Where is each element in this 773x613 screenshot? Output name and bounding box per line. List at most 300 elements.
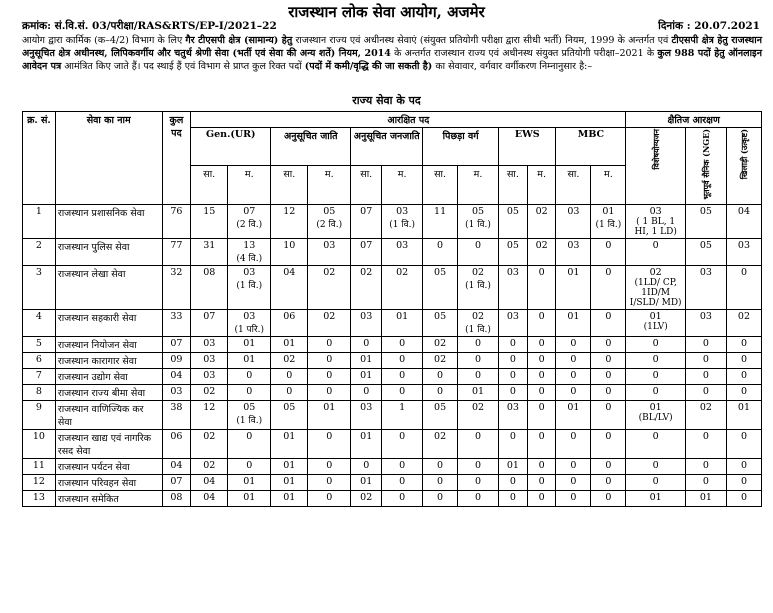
row-cell	[228, 265, 271, 309]
cell-value: 01	[283, 491, 296, 503]
row-horizontal-cell	[726, 458, 761, 474]
cell-value: 0	[437, 385, 444, 397]
cell-value: 0	[475, 475, 482, 487]
cell-value: 02	[737, 310, 751, 322]
row-cell	[228, 238, 271, 265]
col-sno-header: क्र. सं.	[23, 112, 56, 205]
row-total: 04	[162, 368, 191, 384]
row-cell	[458, 238, 499, 265]
cell-value: 12	[283, 205, 296, 217]
cell-value: 0	[286, 369, 293, 381]
row-horizontal-cell	[726, 474, 761, 490]
row-cell	[458, 384, 499, 400]
row-cell	[423, 336, 458, 352]
cell-value: 0	[509, 337, 516, 349]
horizontal-col-label: खिलाड़ी (उत्कृष्ट)	[739, 129, 750, 180]
cell-value: 0	[246, 369, 253, 381]
row-cell	[591, 238, 626, 265]
cell-value: 0	[702, 337, 709, 349]
cell-value: 01	[649, 310, 662, 322]
row-cell	[556, 309, 591, 336]
horizontal-col-header	[685, 128, 726, 205]
row-service-name: राजस्थान राज्य बीमा सेवा	[55, 384, 162, 400]
row-cell	[458, 458, 499, 474]
intro-paragraph	[22, 34, 762, 73]
cell-value: 01	[283, 475, 296, 487]
cell-value: 0	[399, 385, 406, 397]
row-cell	[527, 368, 556, 384]
cell-note: (4 वि.)	[236, 253, 263, 264]
cell-value: 0	[286, 385, 293, 397]
cell-value: 0	[702, 385, 709, 397]
cell-note: (1 वि.)	[236, 280, 263, 291]
row-cell	[351, 336, 382, 352]
cell-value: 05	[434, 310, 447, 322]
row-cell	[527, 336, 556, 352]
cell-value: 0	[326, 337, 333, 349]
cell-value: 0	[538, 310, 545, 322]
row-cell	[556, 474, 591, 490]
cell-value: 0	[538, 401, 545, 413]
row-cell	[591, 490, 626, 506]
cell-value: 0	[702, 459, 709, 471]
sub-header-general: सा.	[556, 166, 591, 204]
cell-value: 0	[363, 337, 370, 349]
row-horizontal-cell	[726, 352, 761, 368]
row-horizontal-cell	[626, 238, 686, 265]
cell-value: 0	[605, 430, 612, 442]
row-horizontal-cell	[626, 265, 686, 309]
row-cell	[228, 352, 271, 368]
row-horizontal-cell	[685, 474, 726, 490]
row-cell	[423, 429, 458, 458]
cell-value: 0	[326, 459, 333, 471]
row-cell	[556, 458, 591, 474]
cell-value: 0	[363, 459, 370, 471]
cell-value: 0	[509, 353, 516, 365]
cell-value: 0	[538, 337, 545, 349]
cell-value: 02	[323, 310, 336, 322]
row-cell	[351, 400, 382, 429]
cell-value: 03	[203, 337, 216, 349]
cell-value: 0	[570, 475, 577, 487]
row-horizontal-cell	[726, 400, 761, 429]
row-total: 38	[162, 400, 191, 429]
row-total: 76	[162, 204, 191, 238]
category-header: MBC	[556, 128, 626, 166]
row-cell	[228, 429, 271, 458]
row-cell	[382, 368, 423, 384]
cell-value: 04	[283, 266, 296, 278]
cell-note: (1 वि.)	[465, 324, 491, 335]
cell-value: 01	[602, 205, 615, 217]
cell-value: 0	[475, 491, 482, 503]
cell-value: 0	[652, 337, 659, 349]
cell-value: 0	[475, 353, 482, 365]
row-cell	[271, 265, 308, 309]
row-cell	[499, 336, 528, 352]
row-service-name: राजस्थान नियोजन सेवा	[55, 336, 162, 352]
cell-value: 0	[570, 491, 577, 503]
cell-value: 02	[360, 491, 373, 503]
cell-value: 0	[702, 369, 709, 381]
horizontal-col-header	[726, 128, 761, 205]
row-cell	[527, 474, 556, 490]
horizontal-header: क्षैतिज आरक्षण	[626, 112, 762, 128]
cell-value: 0	[570, 459, 577, 471]
reserved-header: आरक्षित पद	[191, 112, 626, 128]
row-service-name: राजस्थान लेखा सेवा	[55, 265, 162, 309]
row-cell	[591, 265, 626, 309]
row-cell	[556, 336, 591, 352]
cell-value: 0	[538, 369, 545, 381]
row-cell	[591, 368, 626, 384]
cell-value: 12	[203, 401, 216, 413]
cell-value: 0	[326, 353, 333, 365]
row-cell	[458, 204, 499, 238]
cell-value: 0	[399, 430, 406, 442]
row-cell	[591, 474, 626, 490]
row-cell	[458, 474, 499, 490]
row-total: 33	[162, 309, 191, 336]
row-cell	[527, 429, 556, 458]
row-total: 07	[162, 474, 191, 490]
cell-value: 0	[437, 491, 444, 503]
row-horizontal-cell	[685, 265, 726, 309]
cell-value: 0	[570, 337, 577, 349]
table-row	[23, 309, 762, 336]
row-cell	[591, 352, 626, 368]
cell-value: 05	[699, 239, 712, 251]
cell-value: 02	[396, 266, 409, 278]
cell-value: 06	[283, 310, 296, 322]
row-service-name: राजस्थान सहकारी सेवा	[55, 309, 162, 336]
cell-note: (1 वि.)	[595, 219, 622, 230]
cell-value: 02	[649, 266, 662, 278]
row-cell	[527, 265, 556, 309]
cell-value: 13	[243, 239, 256, 251]
row-cell	[423, 458, 458, 474]
document-date: दिनांक : 20.07.2021	[658, 20, 760, 32]
row-total: 09	[162, 352, 191, 368]
row-cell	[228, 400, 271, 429]
cell-value: 01	[243, 353, 256, 365]
sub-header-general: सा.	[191, 166, 228, 204]
row-cell	[271, 336, 308, 352]
cell-value: 01	[567, 266, 580, 278]
table-row	[23, 474, 762, 490]
horizontal-col-header	[626, 128, 686, 205]
cell-value: 01	[360, 369, 373, 381]
row-cell	[499, 429, 528, 458]
cell-value: 02	[471, 401, 485, 413]
sub-header-women: म.	[382, 166, 423, 204]
cell-value: 0	[475, 337, 482, 349]
sub-header-general: सा.	[499, 166, 528, 204]
row-service-name: राजस्थान समेकित	[55, 490, 162, 506]
sub-header-women: म.	[308, 166, 351, 204]
row-cell	[499, 368, 528, 384]
row-cell	[351, 204, 382, 238]
row-cell	[271, 238, 308, 265]
cell-value: 03	[567, 239, 580, 251]
cell-value: 0	[437, 459, 444, 471]
cell-value: 05	[699, 205, 712, 217]
row-cell	[191, 368, 228, 384]
row-cell	[191, 400, 228, 429]
row-service-name: राजस्थान परिवहन सेवा	[55, 474, 162, 490]
category-header: अनुसूचित जनजाति	[351, 128, 423, 166]
cell-value: 15	[203, 205, 216, 217]
cell-value: 04	[737, 205, 751, 217]
row-cell	[191, 352, 228, 368]
cell-value: 08	[203, 266, 216, 278]
cell-value: 0	[326, 369, 333, 381]
cell-value: 0	[437, 475, 444, 487]
cell-value: 0	[740, 459, 747, 471]
row-cell	[382, 238, 423, 265]
row-cell	[423, 265, 458, 309]
cell-value: 02	[203, 430, 216, 442]
col-service-header: सेवा का नाम	[55, 112, 162, 205]
cell-value: 01	[243, 475, 256, 487]
row-cell	[499, 458, 528, 474]
horizontal-col-label: विशेषयोग्यजन	[651, 129, 662, 170]
row-service-name: राजस्थान उद्योग सेवा	[55, 368, 162, 384]
header-row	[23, 112, 762, 128]
row-sno: 12	[23, 474, 56, 490]
cell-value: 31	[203, 239, 216, 251]
section-title: राज्य सेवा के पद	[352, 94, 421, 107]
cell-value: 0	[652, 385, 659, 397]
cell-value: 01	[567, 401, 580, 413]
row-horizontal-cell	[626, 204, 686, 238]
row-horizontal-cell	[626, 384, 686, 400]
cell-note: (1 वि.)	[465, 219, 491, 230]
row-horizontal-cell	[626, 490, 686, 506]
intro-bold: गैर टीएसपी क्षेत्र (सामान्य) हेतु	[185, 35, 293, 46]
cell-value: 0	[740, 430, 747, 442]
row-service-name: राजस्थान पुलिस सेवा	[55, 238, 162, 265]
row-total: 04	[162, 458, 191, 474]
row-cell	[591, 336, 626, 352]
row-cell	[458, 352, 499, 368]
row-cell	[382, 474, 423, 490]
cell-note: (1LV)	[643, 321, 668, 332]
row-horizontal-cell	[726, 204, 761, 238]
row-cell	[382, 490, 423, 506]
row-cell	[191, 429, 228, 458]
cell-value: 10	[283, 239, 296, 251]
row-cell	[499, 384, 528, 400]
cell-value: 0	[475, 239, 482, 251]
table-row	[23, 238, 762, 265]
row-cell	[191, 474, 228, 490]
row-horizontal-cell	[685, 204, 726, 238]
cell-value: 01	[699, 491, 712, 503]
cell-value: 03	[360, 310, 373, 322]
row-cell	[382, 429, 423, 458]
cell-value: 05	[506, 205, 519, 217]
sub-header-women: म.	[458, 166, 499, 204]
intro-text: के अन्तर्गत राजस्थान राज्य एवं अधीनस्थ संयुक्त प्रतियोगी परीक्षा–2021 के	[390, 48, 658, 59]
row-cell	[458, 490, 499, 506]
cell-value: 0	[652, 239, 659, 251]
cell-value: 01	[323, 401, 336, 413]
cell-value: 0	[652, 459, 659, 471]
row-cell	[351, 368, 382, 384]
cell-value: 01	[649, 491, 662, 503]
row-total: 03	[162, 384, 191, 400]
row-horizontal-cell	[626, 400, 686, 429]
row-cell	[556, 429, 591, 458]
row-cell	[351, 458, 382, 474]
row-sno: 8	[23, 384, 56, 400]
cell-value: 0	[652, 475, 659, 487]
table-row	[23, 265, 762, 309]
row-cell	[382, 265, 423, 309]
cell-value: 0	[570, 385, 577, 397]
cell-value: 07	[203, 310, 216, 322]
cell-value: 02	[535, 239, 548, 251]
row-cell	[308, 384, 351, 400]
cell-value: 03	[203, 369, 216, 381]
row-total: 08	[162, 490, 191, 506]
row-cell	[382, 400, 423, 429]
sub-header-women: म.	[228, 166, 271, 204]
cell-note: (1 वि.)	[236, 415, 263, 426]
row-horizontal-cell	[685, 400, 726, 429]
row-cell	[228, 384, 271, 400]
cell-value: 0	[570, 369, 577, 381]
cell-value: 0	[246, 430, 253, 442]
category-header: पिछड़ा वर्ग	[423, 128, 499, 166]
row-cell	[191, 458, 228, 474]
row-cell	[423, 474, 458, 490]
row-horizontal-cell	[626, 352, 686, 368]
cell-value: 02	[434, 337, 447, 349]
cell-value: 0	[740, 491, 747, 503]
col-total-header: कुल पद	[162, 112, 191, 205]
row-cell	[458, 265, 499, 309]
row-horizontal-cell	[626, 309, 686, 336]
cell-value: 02	[471, 266, 485, 278]
cell-value: 02	[203, 385, 216, 397]
cell-value: 0	[652, 430, 659, 442]
row-horizontal-cell	[726, 336, 761, 352]
row-total: 77	[162, 238, 191, 265]
row-total: 07	[162, 336, 191, 352]
cell-value: 05	[506, 239, 519, 251]
row-horizontal-cell	[626, 458, 686, 474]
cell-value: 05	[323, 205, 336, 217]
cell-value: 02	[535, 205, 548, 217]
table-row	[23, 352, 762, 368]
category-header: EWS	[499, 128, 556, 166]
row-cell	[382, 336, 423, 352]
row-cell	[308, 336, 351, 352]
row-cell	[556, 238, 591, 265]
row-total: 06	[162, 429, 191, 458]
row-cell	[423, 309, 458, 336]
cell-value: 02	[203, 459, 216, 471]
row-total: 32	[162, 265, 191, 309]
row-cell	[308, 265, 351, 309]
cell-value: 0	[437, 369, 444, 381]
cell-value: 01	[649, 401, 662, 413]
row-cell	[382, 204, 423, 238]
row-cell	[228, 490, 271, 506]
row-cell	[458, 336, 499, 352]
cell-value: 05	[434, 266, 447, 278]
row-sno: 5	[23, 336, 56, 352]
cell-value: 05	[283, 401, 296, 413]
cell-value: 0	[702, 430, 709, 442]
cell-value: 01	[737, 401, 751, 413]
row-cell	[591, 429, 626, 458]
cell-value: 02	[283, 353, 296, 365]
cell-value: 01	[283, 430, 296, 442]
cell-value: 0	[509, 491, 516, 503]
row-cell	[308, 400, 351, 429]
row-cell	[499, 352, 528, 368]
cell-value: 01	[283, 337, 296, 349]
row-horizontal-cell	[685, 352, 726, 368]
cell-value: 05	[471, 205, 485, 217]
cell-value: 0	[538, 430, 545, 442]
row-cell	[527, 384, 556, 400]
row-cell	[308, 368, 351, 384]
row-service-name: राजस्थान प्रशासनिक सेवा	[55, 204, 162, 238]
cell-value: 03	[243, 266, 256, 278]
cell-value: 02	[471, 310, 485, 322]
row-cell	[191, 309, 228, 336]
cell-value: 0	[246, 385, 253, 397]
row-cell	[351, 429, 382, 458]
row-cell	[499, 490, 528, 506]
cell-value: 05	[243, 401, 256, 413]
row-horizontal-cell	[726, 490, 761, 506]
cell-value: 01	[471, 385, 485, 397]
cell-value: 0	[538, 353, 545, 365]
cell-value: 03	[203, 353, 216, 365]
row-cell	[527, 458, 556, 474]
cell-value: 0	[509, 369, 516, 381]
document-title: राजस्थान लोक सेवा आयोग, अजमेर	[288, 3, 485, 21]
reference-line	[22, 19, 760, 33]
row-cell	[527, 352, 556, 368]
cell-value: 0	[363, 385, 370, 397]
cell-value: 07	[360, 239, 373, 251]
row-sno: 13	[23, 490, 56, 506]
cell-value: 0	[740, 337, 747, 349]
posts-table	[22, 111, 762, 507]
intro-bold: टीएसपी क्षेत्र हेतु राजस्थान अनुसूचित क्षेत्र अधीनस्थ, लिपिकवर्गीय और चतुर्थ श्रेणी सेवा (भर्ती एवं सेवा की अन्य शर्ते) नियम, 2014	[22, 35, 762, 59]
row-cell	[228, 336, 271, 352]
cell-note: (1LD/ CP, 1ID/M I/SLD/ MD)	[629, 277, 682, 308]
cell-value: 0	[246, 459, 253, 471]
row-cell	[228, 458, 271, 474]
row-cell	[458, 400, 499, 429]
reference-number: क्रमांक: सं.वि.सं. 03/परीक्षा/RAS&RTS/EP-I/2021–22	[22, 20, 277, 32]
sub-header-women: म.	[527, 166, 556, 204]
row-cell	[382, 309, 423, 336]
cell-value: 0	[740, 353, 747, 365]
row-cell	[228, 204, 271, 238]
cell-value: 0	[605, 401, 612, 413]
cell-value: 03	[323, 239, 336, 251]
row-cell	[423, 352, 458, 368]
